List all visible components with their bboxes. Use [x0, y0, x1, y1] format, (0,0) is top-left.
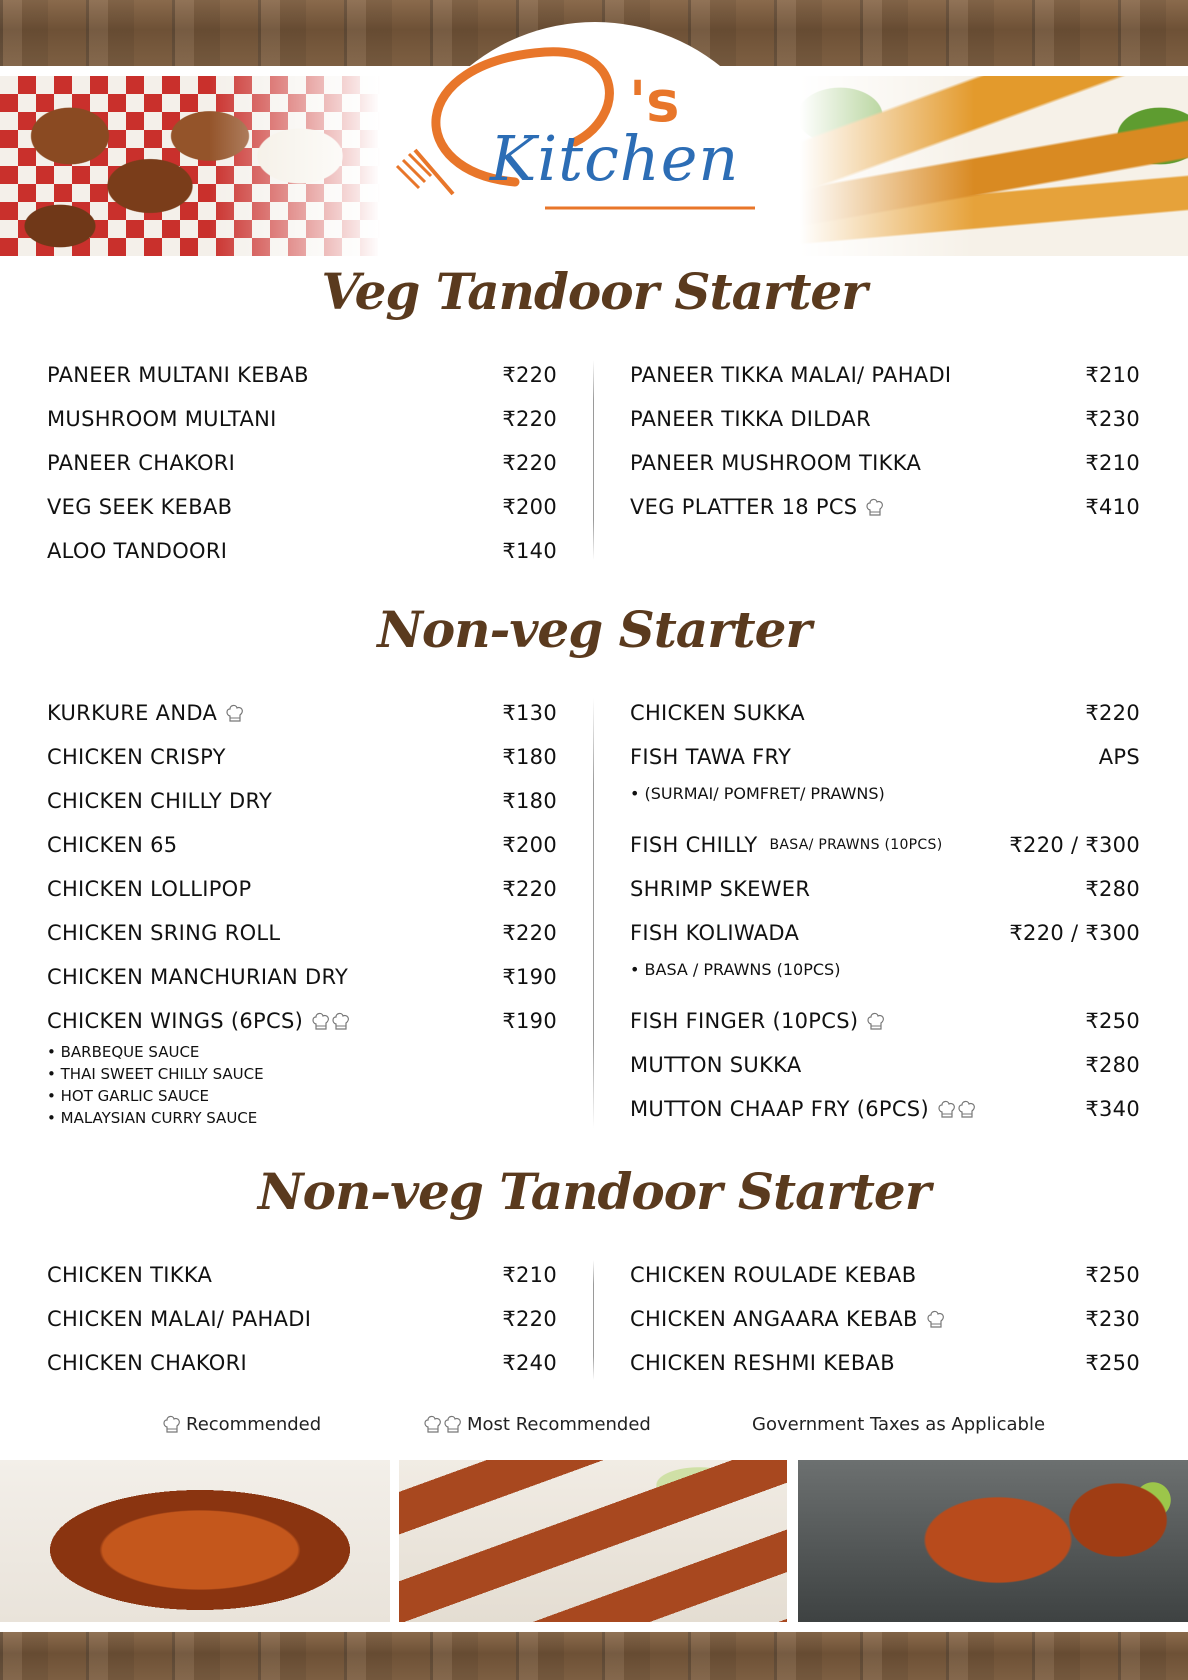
sauce-option: • MALAYSIAN CURRY SAUCE	[47, 1107, 264, 1129]
item-price: ₹230	[1085, 407, 1140, 431]
item-price: ₹220	[502, 1307, 557, 1331]
item-name: PANEER MUSHROOM TIKKA	[630, 451, 922, 475]
menu-item	[47, 360, 557, 390]
menu-item	[47, 448, 557, 478]
sauce-option: • BARBEQUE SAUCE	[47, 1041, 264, 1063]
tandoori-chicken-photo	[798, 1460, 1188, 1622]
item-name: PANEER CHAKORI	[47, 451, 236, 475]
item-name: FISH KOLIWADA	[630, 921, 800, 945]
item-price: ₹210	[502, 1263, 557, 1287]
chef-hat-icon	[423, 1414, 463, 1435]
item-name: MUSHROOM MULTANI	[47, 407, 277, 431]
brand-logo	[395, 22, 795, 222]
item-price: ₹130	[502, 701, 557, 725]
column-divider	[593, 698, 594, 1128]
menu-item	[47, 962, 557, 992]
menu-item	[630, 360, 1140, 390]
item-price: ₹190	[502, 1009, 557, 1033]
item-price: ₹180	[502, 789, 557, 813]
item-price: ₹190	[502, 965, 557, 989]
wood-footer-band	[0, 1632, 1188, 1680]
grilled-fish-photo	[0, 1460, 390, 1622]
item-price: ₹220	[502, 921, 557, 945]
item-name: FISH TAWA FRY	[630, 745, 792, 769]
menu-item	[47, 536, 557, 566]
menu-item	[47, 742, 557, 772]
item-name: CHICKEN MALAI/ PAHADI	[47, 1307, 312, 1331]
chef-hat-icon	[225, 701, 245, 725]
column-divider	[593, 360, 594, 560]
menu-item	[630, 874, 1140, 904]
item-price: ₹220	[502, 877, 557, 901]
menu-item	[630, 1304, 1140, 1334]
menu-item	[47, 830, 557, 860]
item-name: CHICKEN SRING ROLL	[47, 921, 281, 945]
column-divider	[593, 1260, 594, 1380]
menu-item	[630, 830, 1140, 860]
item-price: ₹230	[1085, 1307, 1140, 1331]
menu-item	[630, 404, 1140, 434]
item-name: CHICKEN RESHMI KEBAB	[630, 1351, 895, 1375]
item-price: ₹250	[1085, 1263, 1140, 1287]
item-note: • (SURMAI/ POMFRET/ PRAWNS)	[630, 784, 885, 803]
item-name: MUTTON SUKKA	[630, 1053, 802, 1077]
item-name: VEG SEEK KEBAB	[47, 495, 233, 519]
item-price: ₹220 / ₹300	[1009, 833, 1140, 857]
item-price: ₹220	[502, 363, 557, 387]
item-price: ₹200	[502, 495, 557, 519]
menu-item	[47, 1260, 557, 1290]
item-name: PANEER MULTANI KEBAB	[47, 363, 309, 387]
legend-label: Most Recommended	[467, 1414, 651, 1435]
menu-item	[630, 1260, 1140, 1290]
chef-hat-icon	[926, 1307, 946, 1331]
item-name: CHICKEN LOLLIPOP	[47, 877, 252, 901]
item-price: ₹250	[1085, 1351, 1140, 1375]
menu-item	[47, 918, 557, 948]
item-price: ₹200	[502, 833, 557, 857]
item-price: ₹220 / ₹300	[1009, 921, 1140, 945]
item-name: CHICKEN 65	[47, 833, 178, 857]
item-price: ₹210	[1085, 363, 1140, 387]
item-price: ₹220	[1085, 701, 1140, 725]
item-name: CHICKEN ROULADE KEBAB	[630, 1263, 917, 1287]
item-name: VEG PLATTER 18 PCS	[630, 495, 858, 519]
menu-item	[630, 698, 1140, 728]
item-price: ₹280	[1085, 1053, 1140, 1077]
legend-taxes	[752, 1414, 1045, 1435]
menu-item	[630, 918, 1140, 948]
item-name: PANEER TIKKA DILDAR	[630, 407, 871, 431]
menu-item	[630, 742, 1140, 772]
menu-item	[630, 1006, 1140, 1036]
item-price: ₹220	[502, 407, 557, 431]
item-price: APS	[1098, 745, 1140, 769]
logo-apostrophe-s: 's	[629, 70, 680, 135]
item-price: ₹210	[1085, 451, 1140, 475]
menu-item	[630, 1094, 1140, 1124]
item-name: CHICKEN TIKKA	[47, 1263, 213, 1287]
seekh-kebab-photo	[399, 1460, 787, 1622]
chef-hat-icon	[865, 495, 885, 519]
sauce-options-list	[47, 1041, 264, 1129]
item-name: CHICKEN WINGS (6PCS)	[47, 1009, 304, 1033]
menu-item	[47, 404, 557, 434]
item-name: PANEER TIKKA MALAI/ PAHADI	[630, 363, 952, 387]
item-name: FISH CHILLY	[630, 833, 758, 857]
menu-item	[630, 1050, 1140, 1080]
chef-hat-icon	[162, 1414, 182, 1435]
item-name: CHICKEN MANCHURIAN DRY	[47, 965, 349, 989]
item-name: CHICKEN CHAKORI	[47, 1351, 247, 1375]
legend-label: Recommended	[186, 1414, 322, 1435]
chef-hat-icon	[937, 1097, 977, 1121]
item-name: CHICKEN CRISPY	[47, 745, 226, 769]
item-name: CHICKEN CHILLY DRY	[47, 789, 273, 813]
menu-item	[630, 492, 1140, 522]
item-name: KURKURE ANDA	[47, 701, 218, 725]
item-name: CHICKEN SUKKA	[630, 701, 805, 725]
chef-hat-icon	[311, 1009, 351, 1033]
menu-item	[47, 1348, 557, 1378]
chef-hat-icon	[866, 1009, 886, 1033]
chicken-wings-photo	[0, 76, 380, 256]
legend-most-recommended	[423, 1414, 651, 1435]
sauce-option: • THAI SWEET CHILLY SAUCE	[47, 1063, 264, 1085]
item-name: SHRIMP SKEWER	[630, 877, 811, 901]
item-price: ₹410	[1085, 495, 1140, 519]
menu-item	[630, 448, 1140, 478]
item-name: ALOO TANDOORI	[47, 539, 228, 563]
item-price: ₹280	[1085, 877, 1140, 901]
item-name: CHICKEN ANGAARA KEBAB	[630, 1307, 918, 1331]
taxes-note: Government Taxes as Applicable	[752, 1414, 1046, 1435]
menu-item	[630, 1348, 1140, 1378]
item-price: ₹340	[1085, 1097, 1140, 1121]
menu-item	[47, 698, 557, 728]
menu-item	[47, 874, 557, 904]
item-price: ₹240	[502, 1351, 557, 1375]
fish-fingers-photo	[800, 76, 1188, 256]
section-title-non-veg-tandoor: Non-veg Tandoor Starter	[257, 1162, 931, 1221]
item-price: ₹250	[1085, 1009, 1140, 1033]
legend-recommended	[162, 1414, 321, 1435]
logo-wordmark: Kitchen	[490, 122, 740, 195]
item-price: ₹180	[502, 745, 557, 769]
menu-item	[47, 492, 557, 522]
item-subtext: BASA/ PRAWNS (10PCS)	[769, 837, 943, 853]
menu-item	[47, 1006, 557, 1036]
item-price: ₹220	[502, 451, 557, 475]
item-name: FISH FINGER (10PCS)	[630, 1009, 859, 1033]
menu-item	[47, 1304, 557, 1334]
item-name: MUTTON CHAAP FRY (6PCS)	[630, 1097, 929, 1121]
item-note: • BASA / PRAWNS (10PCS)	[630, 960, 841, 979]
item-price: ₹140	[502, 539, 557, 563]
section-title-non-veg: Non-veg Starter	[377, 600, 811, 659]
menu-item	[47, 786, 557, 816]
section-title-veg-tandoor: Veg Tandoor Starter	[321, 262, 867, 321]
sauce-option: • HOT GARLIC SAUCE	[47, 1085, 264, 1107]
